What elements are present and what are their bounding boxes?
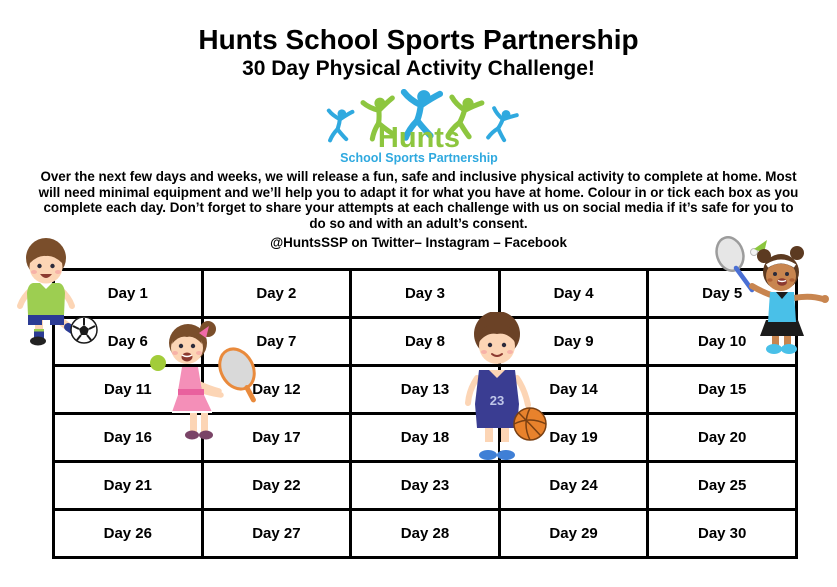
- logo-tagline: School Sports Partnership: [339, 151, 498, 165]
- day-cell-1: Day 1: [55, 271, 201, 316]
- day-cell-17: Day 17: [204, 415, 350, 460]
- badminton-racket-icon: [712, 236, 752, 290]
- day-cell-7: Day 7: [204, 319, 350, 364]
- day-cell-20: Day 20: [649, 415, 795, 460]
- basketball-boy-clipart: [441, 312, 557, 465]
- day-cell-24: Day 24: [501, 463, 647, 508]
- day-cell-5: Day 5: [649, 271, 795, 316]
- day-cell-18: Day 18: [352, 415, 498, 460]
- social-handles: @HuntsSSP on Twitter– Instagram – Facebook: [270, 235, 567, 250]
- day-cell-13: Day 13: [352, 367, 498, 412]
- day-cell-10: Day 10: [649, 319, 795, 364]
- day-cell-27: Day 27: [204, 511, 350, 556]
- page-title: Hunts School Sports Partnership: [198, 24, 639, 55]
- day-cell-21: Day 21: [55, 463, 201, 508]
- hssp-logo-icon: [314, 89, 524, 167]
- hssp-logo: [314, 89, 524, 167]
- day-cell-3: Day 3: [352, 271, 498, 316]
- basketball-icon: [514, 408, 546, 440]
- day-cell-2: Day 2: [204, 271, 350, 316]
- tennis-ball-icon: [150, 355, 166, 371]
- day-cell-22: Day 22: [204, 463, 350, 508]
- day-cell-9: Day 9: [501, 319, 647, 364]
- day-cell-15: Day 15: [649, 367, 795, 412]
- day-cell-8: Day 8: [352, 319, 498, 364]
- logo-wordmark: Hunts: [377, 122, 460, 154]
- soccer-ball-icon: [71, 317, 97, 343]
- page-subtitle: 30 Day Physical Activity Challenge!: [242, 57, 595, 80]
- day-cell-11: Day 11: [55, 367, 201, 412]
- tennis-racket-icon: [213, 343, 260, 407]
- day-cell-14: Day 14: [501, 367, 647, 412]
- day-cell-26: Day 26: [55, 511, 201, 556]
- jersey-number: 23: [489, 393, 505, 408]
- day-cell-19: Day 19: [501, 415, 647, 460]
- day-cell-16: Day 16: [55, 415, 201, 460]
- day-cell-23: Day 23: [352, 463, 498, 508]
- day-cell-6: Day 6: [55, 319, 201, 364]
- badminton-girl-clipart: [694, 236, 836, 372]
- day-cell-28: Day 28: [352, 511, 498, 556]
- day-cell-12: Day 12: [204, 367, 350, 412]
- day-cell-4: Day 4: [501, 271, 647, 316]
- day-cell-30: Day 30: [649, 511, 795, 556]
- day-cell-25: Day 25: [649, 463, 795, 508]
- soccer-boy-clipart: [6, 237, 102, 349]
- intro-text: Over the next few days and weeks, we will release a fun, safe and inclusive physical activity to complete at home. Most will need minimal equipment and we’ll help you to adapt it for what you have at home. Colour in or tick each box as you complete each day. Don’t forget to share your attempts at each challenge with us on social media if it’s safe for you to do so and with an adult’s consent.: [38, 169, 799, 231]
- tennis-girl-clipart: [142, 317, 260, 452]
- day-cell-29: Day 29: [501, 511, 647, 556]
